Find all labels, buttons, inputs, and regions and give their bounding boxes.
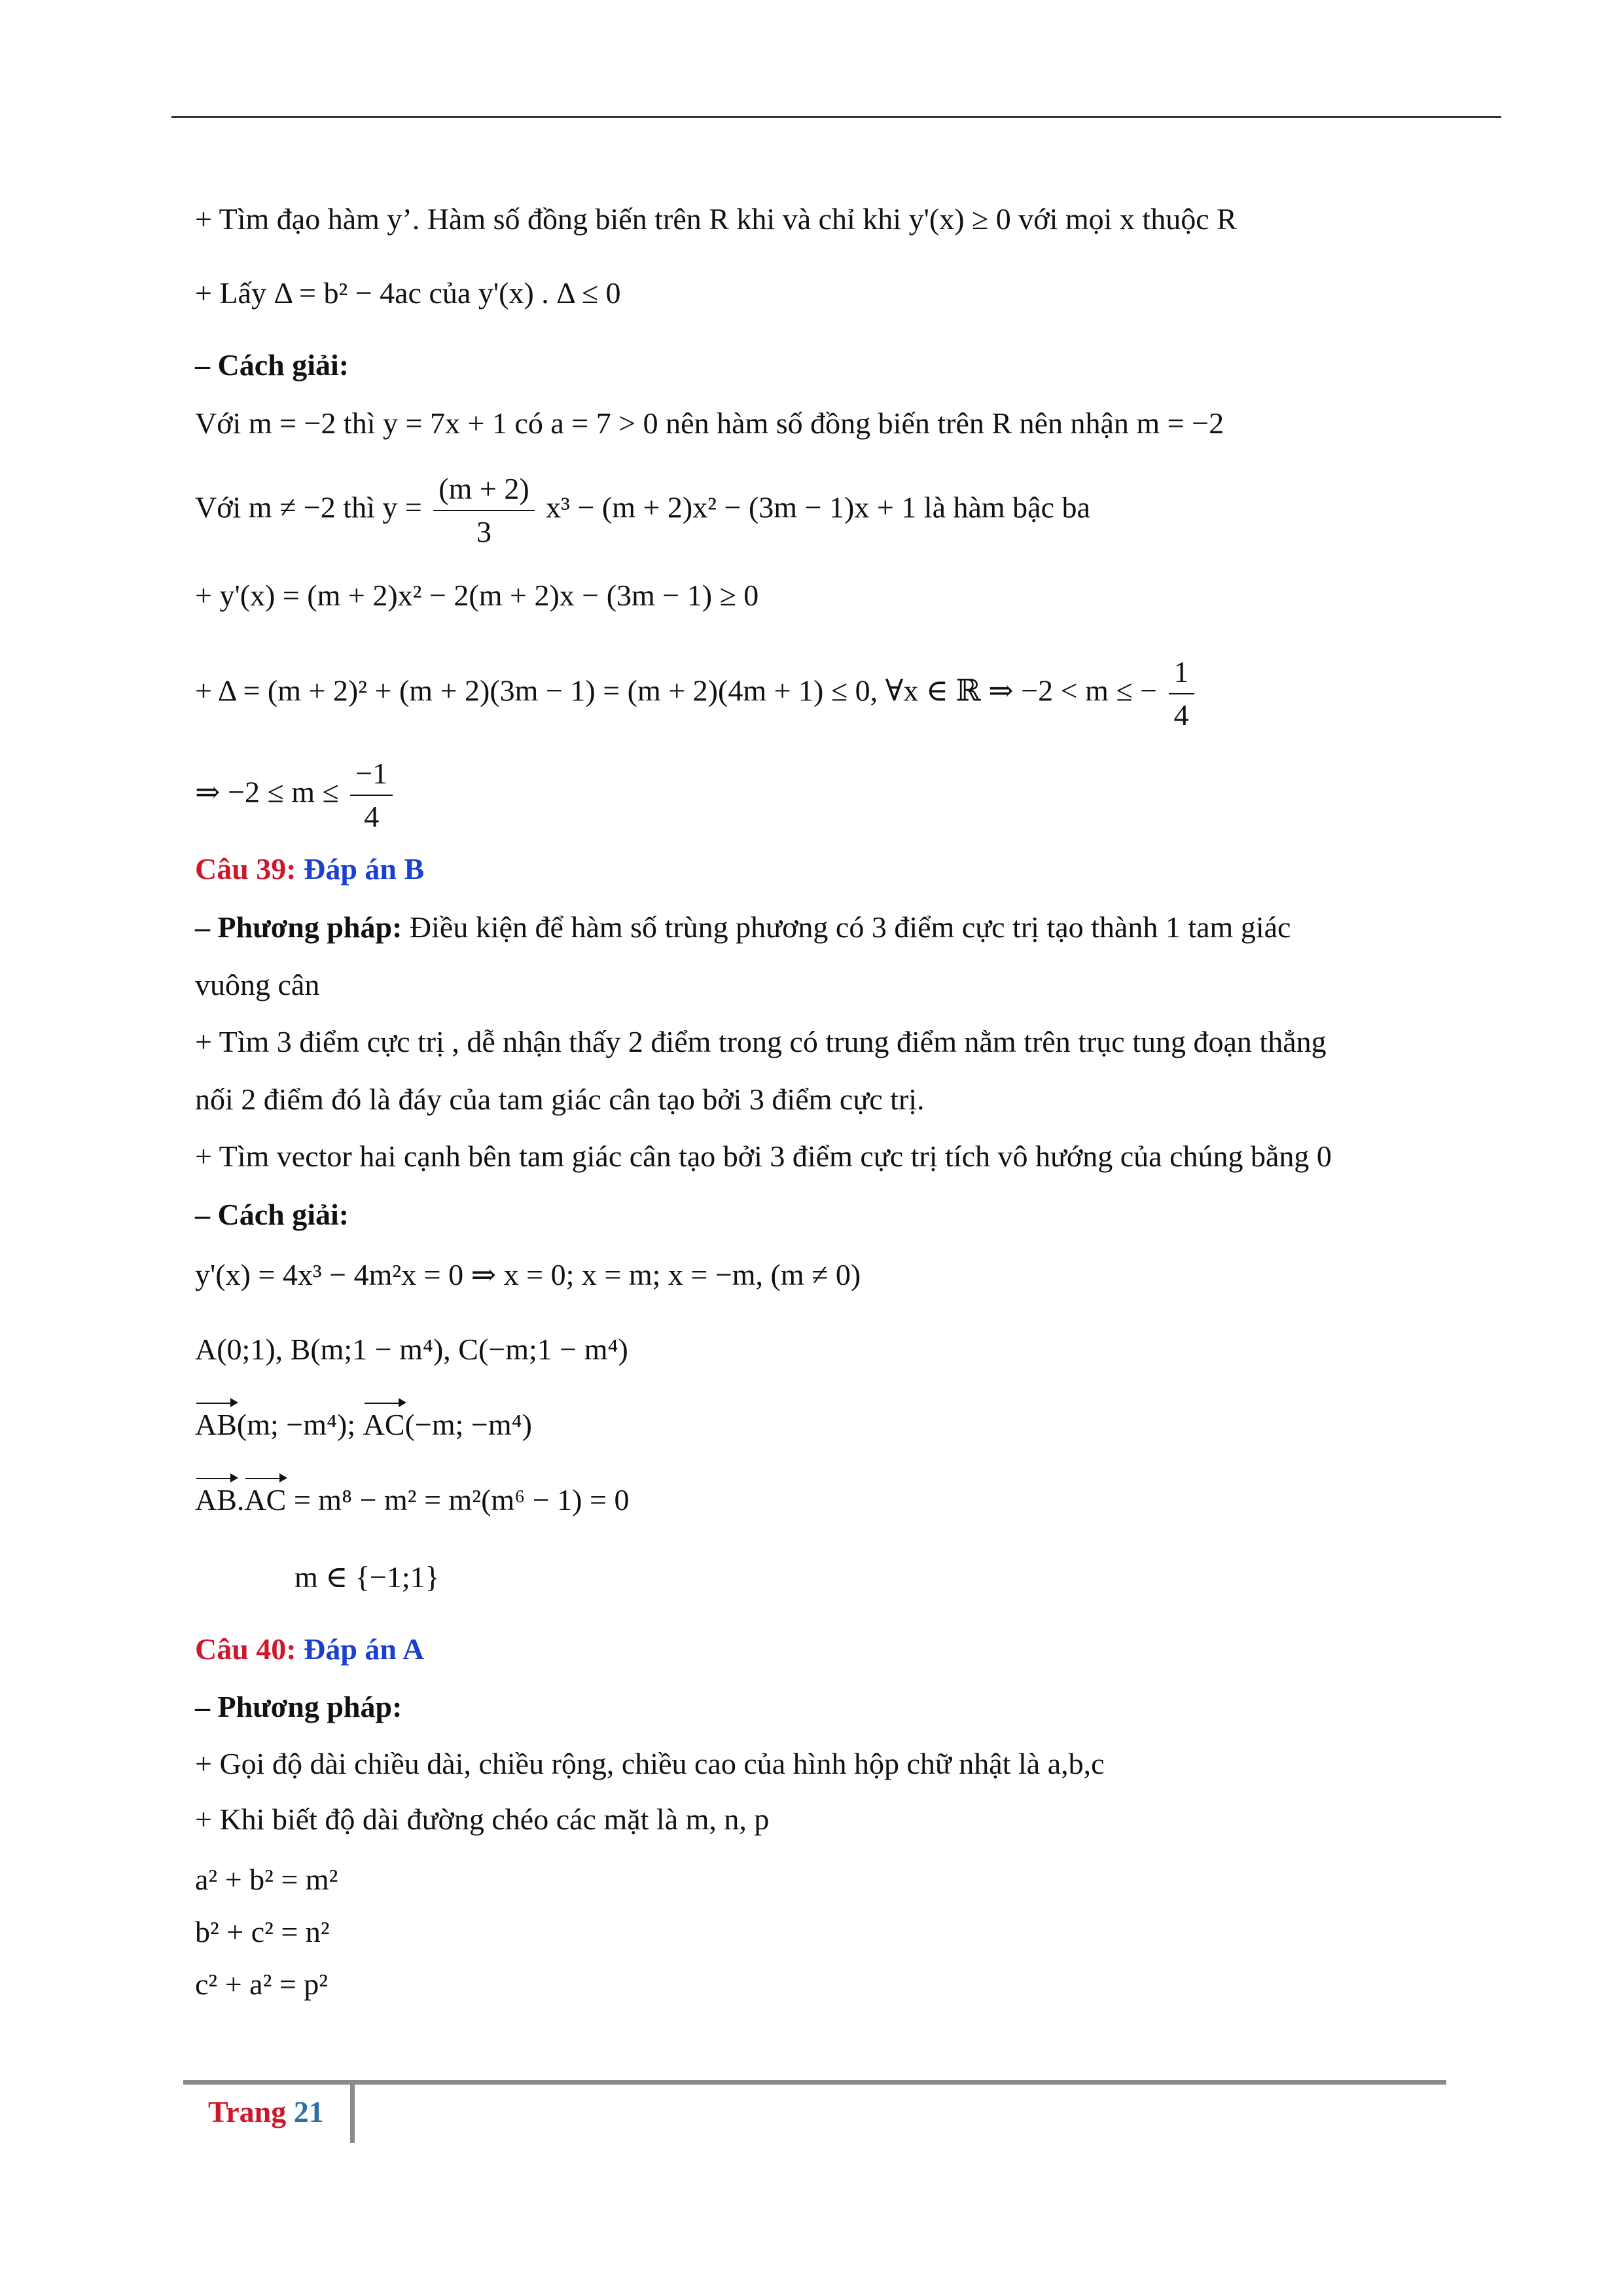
text-line: + Lấy Δ = b² − 4ac của y'(x) . Δ ≤ 0 (195, 276, 621, 310)
text-fragment: + Δ = (m + 2)² + (m + 2)(3m − 1) = (m + 2)(4m + 1) ≤ 0, ∀x ∈ ℝ ⇒ −2 < m ≤ − (195, 673, 1158, 708)
vector-ac: AC (363, 1405, 405, 1444)
text-line: + Tìm vector hai cạnh bên tam giác cân tạo bởi 3 điểm cực trị tích vô hướng của chúng bằng 0 (195, 1139, 1332, 1173)
question-number: Câu 40: (195, 1632, 304, 1666)
text-line: + Gọi độ dài chiều dài, chiều rộng, chiều cao của hình hộp chữ nhật là a,b,c (195, 1747, 1105, 1780)
page-label: Trang (208, 2095, 294, 2128)
formula-line (195, 651, 1198, 736)
section-label: – Phương pháp: (195, 1690, 402, 1723)
question-number: Câu 39: (195, 852, 304, 886)
footer-divider (350, 2080, 355, 2143)
page-footer (208, 2094, 324, 2129)
fraction-numerator: (m + 2) (433, 468, 534, 511)
section-label: – Phương pháp: (195, 910, 410, 944)
question-heading (195, 1630, 424, 1669)
formula-line: c² + a² = p² (195, 1967, 329, 2001)
text-fragment: . (236, 1483, 245, 1516)
text-line: nối 2 điểm đó là đáy của tam giác cân tạo bởi 3 điểm cực trị. (195, 1083, 925, 1116)
section-label: – Cách giải: (195, 348, 349, 382)
answer-label: Đáp án A (304, 1632, 425, 1666)
fraction-denominator: 4 (364, 800, 380, 833)
fraction (350, 753, 393, 838)
vector-ab: AB (195, 1480, 237, 1520)
answer-label: Đáp án B (304, 852, 425, 886)
footer-rule (183, 2080, 1446, 2085)
text-line: + Khi biết độ dài đường chéo các mặt là m, n, p (195, 1803, 770, 1836)
formula-line (195, 468, 1090, 553)
formula-line (195, 1480, 629, 1520)
text-fragment: Với m ≠ −2 thì y = (195, 490, 422, 524)
page-number: 21 (293, 2095, 324, 2128)
section-label: – Cách giải: (195, 1198, 349, 1231)
fraction-numerator: −1 (350, 753, 393, 796)
fraction-denominator: 3 (476, 515, 491, 548)
text-fragment: (−m; −m⁴) (404, 1408, 532, 1441)
fraction (1169, 651, 1194, 736)
text-line: Với m = −2 thì y = 7x + 1 có a = 7 > 0 nên hàm số đồng biến trên R nên nhận m = −2 (195, 406, 1224, 440)
text-fragment: ⇒ −2 ≤ m ≤ (195, 775, 339, 809)
text-fragment: x³ − (m + 2)x² − (3m − 1)x + 1 là hàm bậc ba (546, 490, 1090, 524)
vector-ac: AC (244, 1480, 286, 1520)
formula-line (195, 753, 397, 838)
fraction-numerator: 1 (1169, 651, 1194, 694)
formula-line: b² + c² = n² (195, 1915, 330, 1948)
text-line (195, 908, 1291, 947)
formula-line (195, 1405, 532, 1444)
formula-line: a² + b² = m² (195, 1863, 338, 1896)
text-fragment: = m⁸ − m² = m²(m⁶ − 1) = 0 (286, 1483, 630, 1516)
formula-line: y'(x) = 4x³ − 4m²x = 0 ⇒ x = 0; x = m; x = −m, (m ≠ 0) (195, 1258, 861, 1291)
question-heading (195, 850, 424, 889)
fraction-denominator: 4 (1173, 698, 1189, 732)
text-line: + Tìm 3 điểm cực trị , dễ nhận thấy 2 điểm trong có trung điểm nằm trên trục tung đoạn thẳng (195, 1025, 1327, 1058)
text-line: + Tìm đạo hàm y’. Hàm số đồng biến trên R khi và chỉ khi y'(x) ≥ 0 với mọi x thuộc R (195, 202, 1237, 236)
vector-ab: AB (195, 1405, 237, 1444)
formula-line: + y'(x) = (m + 2)x² − 2(m + 2)x − (3m − 1) ≥ 0 (195, 579, 759, 612)
text-line: vuông cân (195, 968, 320, 1001)
text-fragment: Điều kiện để hàm số trùng phương có 3 điểm cực trị tạo thành 1 tam giác (409, 910, 1291, 944)
header-rule (171, 116, 1501, 118)
fraction (433, 468, 534, 553)
text-fragment: (m; −m⁴); (236, 1408, 356, 1441)
formula-line: A(0;1), B(m;1 − m⁴), C(−m;1 − m⁴) (195, 1333, 628, 1366)
formula-line: m ∈ {−1;1} (294, 1560, 440, 1594)
